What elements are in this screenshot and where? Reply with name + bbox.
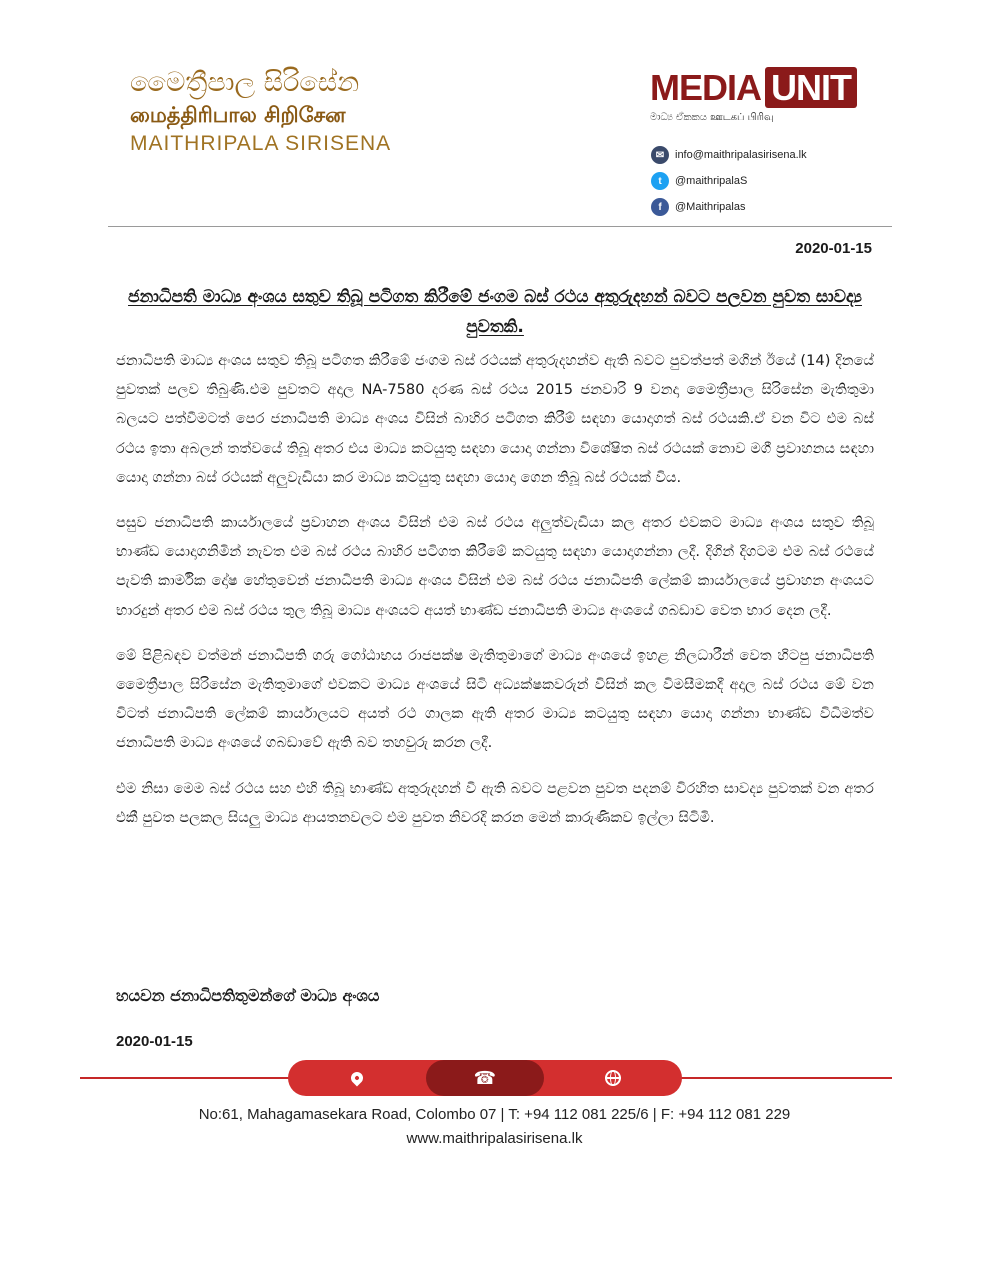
date-bottom: 2020-01-15 xyxy=(116,1033,193,1050)
press-release-title: ජනාධිපති මාධ්‍ය අංශය සතුව තිබූ පටිගත කිරීමේ ජංගම බස් රථය අතුරුදහන් බවට පලවන පුවත සාවද්‍ය පුවතකි. xyxy=(128,287,862,337)
facebook-icon: f xyxy=(651,198,669,216)
unit-word: UNIT xyxy=(765,67,857,108)
twitter-text: @maithripalaS xyxy=(675,175,748,187)
location-segment[interactable] xyxy=(288,1060,426,1096)
contact-twitter[interactable] xyxy=(651,168,807,194)
facebook-text: @Maithripalas xyxy=(675,201,746,213)
media-word: MEDIA xyxy=(650,67,761,108)
footer-website[interactable]: www.maithripalasirisena.lk xyxy=(406,1130,583,1147)
header-divider xyxy=(108,226,892,227)
paragraph-2: පසුව ජනාධිපති කාර්යාලයේ ප්‍රවාහන අංශය විසින් එම බස් රථය අලුත්වැඩියා කල අතර එවකට මාධ්‍ය අංශය සතුව තිබූ භාණ්ඩ යොදාගනිමින් නැවත එම බස් රථය බාහිර පටිගත කිරීමේ කටයුතු සඳහා යොදාගන්නා ලදී. දිගින් දිගටම එම බස් රථයේ පැවති කාර්මික දෝෂ හේතුවෙන් ජනාධිපති මාධ්‍ය අංශය විසින් එම බස් රථය ජනාධිපති ලේකම් කාර්යාලයේ ප්‍රවාහන අංශයට භාරදුන් අතර එම බස් රථය තුල තිබූ මාධ්‍ය අංශයට අයත් භාණ්ඩ ජනාධිපති මාධ්‍ය අංශයේ ගබඩාව වෙත භාර දෙන ලදී. xyxy=(116,514,874,619)
footer-icon-bar xyxy=(288,1060,682,1096)
media-unit-wordmark xyxy=(650,66,851,110)
signature: හයවන ජනාධිපතිතුමන්ගේ මාධ්‍ය අංශය xyxy=(116,986,380,1005)
paragraph-1: ජනාධිපති මාධ්‍ය අංශය සතුව තිබූ පටිගත කිරීමේ ජංගම බස් රථයක් අතුරුදහන්ව ඇති බවට පුවත්පත් මගින් ඊයේ (14) දිනයේ පුවතක් පලව තිබුණි.එම පුවතට අදාල NA-7580 දරණ බස් රථය 2015 ජනවාරි 9 වනදා මෛත්‍රීපාල සිරිසේන මැතිතුමා බලයට පත්වීමටත් පෙර ජනාධිපති මාධ්‍ය අංශය විසින් බාහිර පටිගත කිරීම් සඳහා යොදාගත් බස් රථයකි.ඒ වන විට එම බස් රථය ඉතා අබලන් තත්වයේ තිබූ අතර එය මාධ්‍ය කටයුතු සඳහා යොදා ගන්නා විශේෂිත බස් රථයක් නොව මගී ප්‍රවාහනය සඳහා යොදා ගන්නා බස් රථයක් අලුවැඩියා කර මාධ්‍ය කටයුතු සඳහා යොදා ගෙන තිබූ බස් රථයක් විය. xyxy=(116,352,874,486)
brand-block xyxy=(130,66,460,158)
phone-segment[interactable] xyxy=(426,1060,544,1096)
twitter-icon: t xyxy=(651,172,669,190)
email-text: info@maithripalasirisena.lk xyxy=(675,149,807,161)
location-pin-icon xyxy=(349,1070,366,1087)
brand-tamil: மைத்திரிபால சிறிசேன xyxy=(130,103,346,127)
media-unit-subtitle: මාධ්‍ය ඒකකය ஊடகப் பிரிவு xyxy=(650,112,774,123)
contact-email[interactable] xyxy=(651,142,807,168)
paragraph-3: මේ පිළිබඳව වත්මන් ජනාධිපති ගරු ගෝඨාභය රාජපක්ෂ මැතිතුමාගේ මාධ්‍ය අංශයේ ඉහළ නිලධාරීන් වෙත හිටපු ජනාධිපති මෛත්‍රීපාල සිරිසේන මැතිතුමාගේ එවකට මාධ්‍ය අංශයේ සිටි අධ්‍යක්ෂකවරුන් විසින් කල විමසීමකදී අදාල බස් රථය මේ වන විටත් ජනාධිපති ලේකම් කාර්යාලයට අයත් රථ ගාලක ඇති අතර මාධ්‍ය කටයුතු සඳහා යොදා ගන්නා භාණ්ඩ විධිමත්ව ජනාධිපති මාධ්‍ය අංශයේ ගබඩාවේ ඇති බව තහවුරු කරන ලදී. xyxy=(116,646,874,752)
contact-list xyxy=(651,142,807,220)
footer-address: No:61, Mahagamasekara Road, Colombo 07 | T: +94 112 081 225/6 | F: +94 112 081 229 xyxy=(198,1106,791,1123)
paragraph-4: එම නිසා මෙම බස් රථය සහ එහි තිබූ භාණ්ඩ අතුරුදහන් වී ඇති බවට පළවන පුවත පදනම් විරහිත සාවද්‍ය පුවතක් වන අතර එකී පුවත පලකල සියලු මාධ්‍ය ආයතනවලට එම පුවත නිවරදි කරන මෙන් කාරුණිකව ඉල්ලා සිටිමි. xyxy=(116,779,874,826)
contact-facebook[interactable] xyxy=(651,194,807,220)
brand-english: MAITHRIPALA SIRISENA xyxy=(130,132,392,155)
globe-icon xyxy=(605,1070,621,1086)
web-segment[interactable] xyxy=(544,1060,682,1096)
press-release-body xyxy=(116,346,874,848)
telephone-icon: ☎ xyxy=(473,1067,497,1089)
date-top: 2020-01-15 xyxy=(795,240,872,257)
email-icon: ✉ xyxy=(651,146,669,164)
media-unit-logo xyxy=(650,66,851,124)
brand-sinhala: මෛත්‍රීපාල සිරිසේන xyxy=(130,67,360,98)
